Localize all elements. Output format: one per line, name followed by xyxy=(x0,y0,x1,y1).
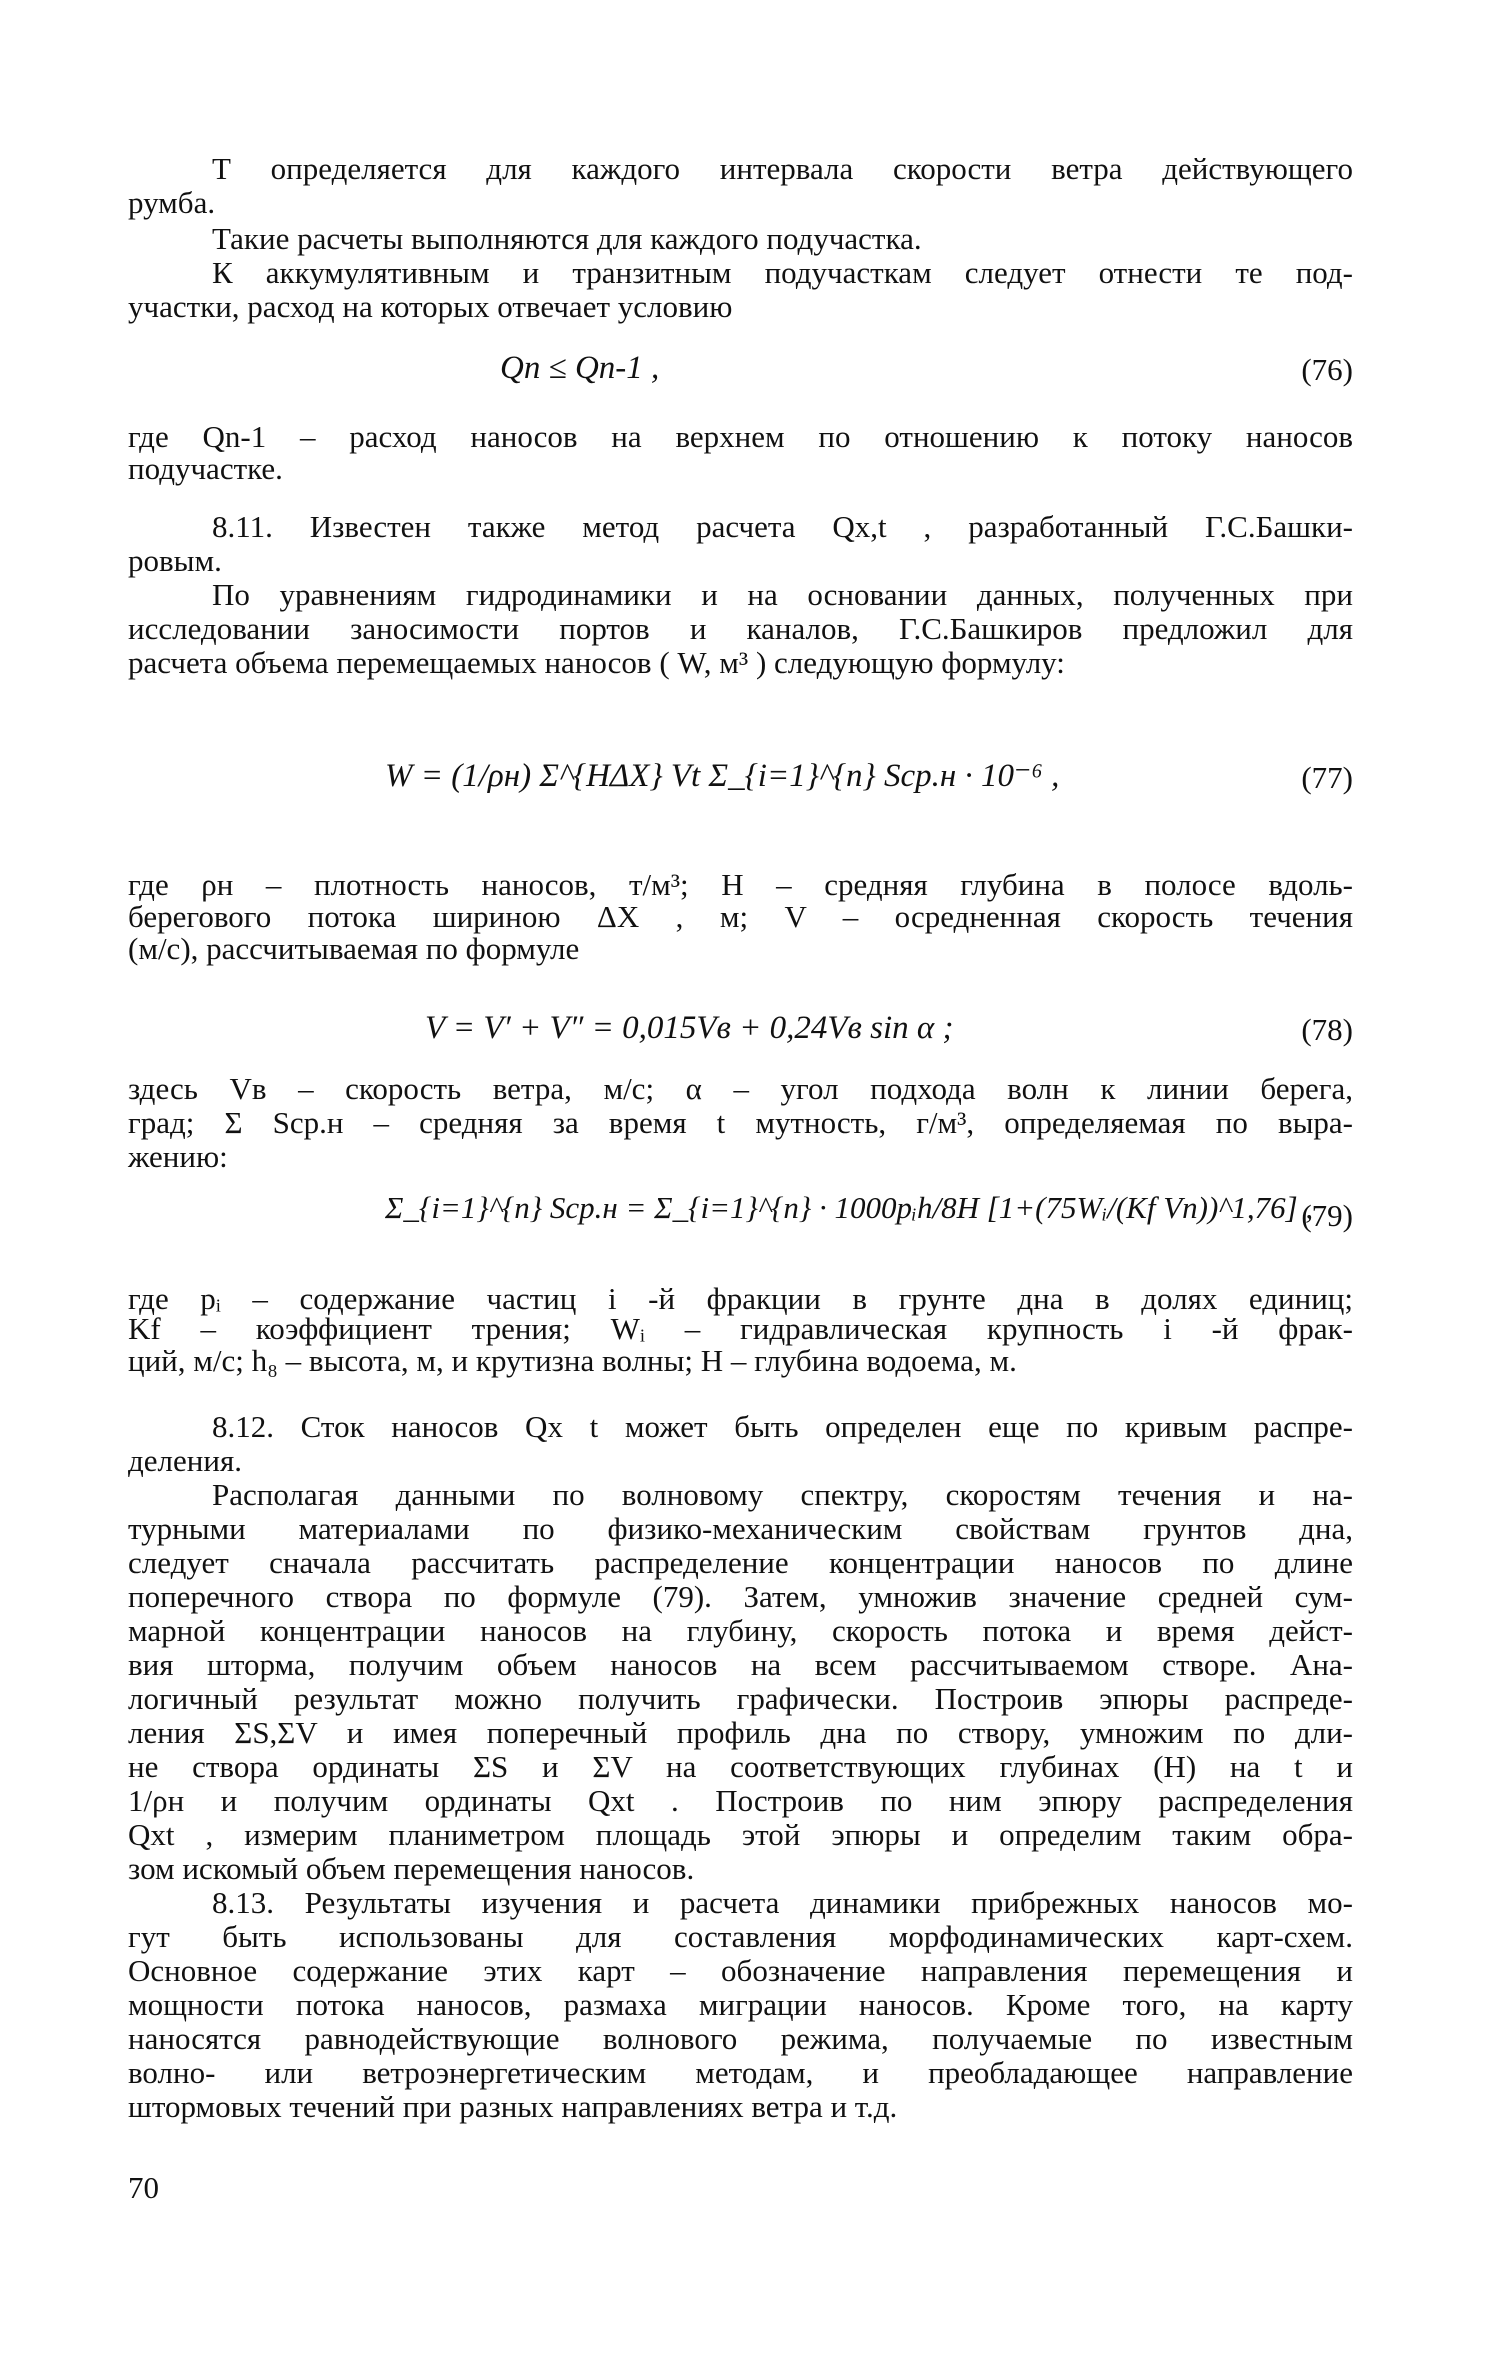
text-line: град; Σ Sср.н – средняя за время t мутность, г/м³, определяемая по выра- xyxy=(128,1106,1353,1140)
text-line: мощности потока наносов, размаха миграции наносов. Кроме того, на карту xyxy=(128,1988,1353,2022)
text-line: 8.12. Сток наносов Qx t может быть определен еще по кривым распре- xyxy=(212,1410,1353,1444)
text-line: (м/с), рассчитываемая по формуле xyxy=(128,931,580,966)
text-line: наносятся равнодействующие волнового режима, получаемые по известным xyxy=(128,2022,1353,2056)
text-line: ления ΣS,ΣV и имея поперечный профиль дна по створу, умножим по дли- xyxy=(128,1716,1353,1750)
text-line: волно- или ветроэнергетическим методам, и преобладающее направление xyxy=(128,2056,1353,2090)
text-line: румба. xyxy=(128,185,216,220)
text-line: логичный результат можно получить графически. Построив эпюры распреде- xyxy=(128,1682,1353,1716)
text-line: здесь Vв – скорость ветра, м/с; α – угол подхода волн к линии берега, xyxy=(128,1072,1353,1106)
text-line: зом искомый объем перемещения наносов. xyxy=(128,1851,695,1886)
text-line: По уравнениям гидродинамики и на основании данных, полученных при xyxy=(212,578,1353,612)
formula-77: W = (1/ρн) Σ^{HΔX} Vt Σ_{i=1}^{n} Sср.н · 10⁻⁶ , xyxy=(385,758,1060,794)
text-line: Такие расчеты выполняются для каждого подучастка. xyxy=(212,221,922,256)
text-line: ровым. xyxy=(128,543,222,578)
text-line: 8.11. Известен также метод расчета Qx,t , разработанный Г.С.Башки- xyxy=(212,510,1353,544)
text-line: следует сначала рассчитать распределение концентрации наносов по длине xyxy=(128,1546,1353,1580)
text-line: участки, расход на которых отвечает условию xyxy=(128,289,733,324)
equation-number-76: (76) xyxy=(1301,352,1353,387)
equation-number-78: (78) xyxy=(1301,1012,1353,1047)
text-line: исследовании заносимости портов и каналов, Г.С.Башкиров предложил для xyxy=(128,612,1353,646)
text-line: где ρн – плотность наносов, т/м³; H – средняя глубина в полосе вдоль- xyxy=(128,868,1353,902)
text-line: деления. xyxy=(128,1443,242,1478)
text-line: гут быть использованы для составления морфодинамических карт-схем. xyxy=(128,1920,1353,1954)
text-line: подучастке. xyxy=(128,451,283,486)
text-line: жению: xyxy=(128,1139,228,1174)
text-line: турными материалами по физико-механическим свойствам грунтов дна, xyxy=(128,1512,1353,1546)
text-line: Kf – коэффициент трения; Wᵢ – гидравлическая крупность i -й фрак- xyxy=(128,1312,1353,1346)
equation-number-79: (79) xyxy=(1301,1198,1353,1233)
text-line: где pᵢ – содержание частиц i -й фракции в грунте дна в долях единиц; xyxy=(128,1282,1353,1316)
text-line: штормовых течений при разных направлениях ветра и т.д. xyxy=(128,2089,898,2124)
text-line: не створа ординаты ΣS и ΣV на соответствующих глубинах (H) на t и xyxy=(128,1750,1353,1784)
equation-number-77: (77) xyxy=(1301,760,1353,795)
text-line: расчета объема перемещаемых наносов ( W, м³ ) следующую формулу: xyxy=(128,645,1065,680)
text-line: марной концентрации наносов на глубину, скорость потока и время дейст- xyxy=(128,1614,1353,1648)
text-line: поперечного створа по формуле (79). Затем, умножив значение средней сум- xyxy=(128,1580,1353,1614)
text-line: Т определяется для каждого интервала скорости ветра действующего xyxy=(212,152,1353,186)
formula-79: Σ_{i=1}^{n} Sср.н = Σ_{i=1}^{n} · 1000pᵢh/8H [1+(75Wᵢ/(Kf Vn))^1,76] , xyxy=(385,1190,1314,1225)
text-line: ций, м/с; h₈ – высота, м, и крутизна волны; H – глубина водоема, м. xyxy=(128,1343,1017,1378)
text-line: Qxt , измерим планиметром площадь этой эпюры и определим таким обра- xyxy=(128,1818,1353,1852)
page-number: 70 xyxy=(128,2170,159,2205)
text-line: вия шторма, получим объем наносов на всем рассчитываемом створе. Ана- xyxy=(128,1648,1353,1682)
text-line: берегового потока шириною ΔX , м; V – осредненная скорость течения xyxy=(128,900,1353,934)
formula-78: V = V′ + V″ = 0,015Vв + 0,24Vв sin α ; xyxy=(425,1010,954,1046)
text-line: К аккумулятивным и транзитным подучасткам следует отнести те под- xyxy=(212,256,1353,290)
formula-76: Qn ≤ Qn-1 , xyxy=(500,350,660,386)
text-line: где Qn-1 – расход наносов на верхнем по отношению к потоку наносов xyxy=(128,420,1353,454)
text-line: Основное содержание этих карт – обозначение направления перемещения и xyxy=(128,1954,1353,1988)
text-line: Располагая данными по волновому спектру, скоростям течения и на- xyxy=(212,1478,1353,1512)
text-line: 8.13. Результаты изучения и расчета динамики прибрежных наносов мо- xyxy=(212,1886,1353,1920)
text-line: 1/ρн и получим ординаты Qxt . Построив по ним эпюру распределения xyxy=(128,1784,1353,1818)
